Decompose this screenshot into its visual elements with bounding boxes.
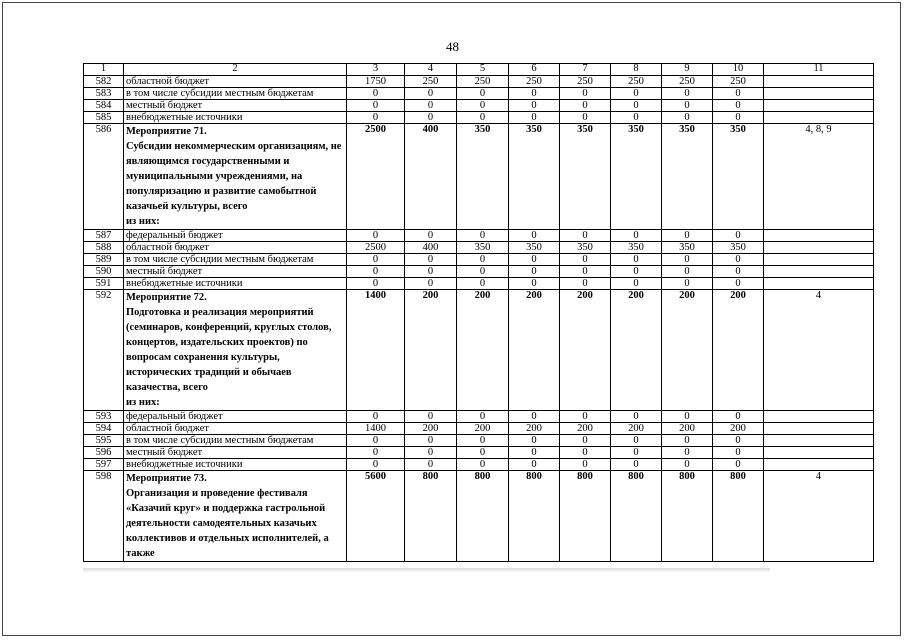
amount-cell: 0 [713, 112, 764, 124]
amount-cell: 400 [405, 242, 457, 254]
amount-cell: 0 [560, 100, 611, 112]
amount-cell: 0 [347, 100, 405, 112]
row-number: 597 [84, 459, 124, 471]
amount-cell: 0 [560, 278, 611, 290]
amount-cell: 0 [457, 112, 509, 124]
amount-cell: 0 [509, 266, 560, 278]
amount-cell: 0 [662, 230, 713, 242]
amount-cell: 0 [347, 459, 405, 471]
row-number: 585 [84, 112, 124, 124]
table-row [84, 423, 874, 435]
amount-cell: 0 [405, 459, 457, 471]
amount-cell: 800 [713, 471, 764, 562]
indicator-ref [764, 112, 874, 124]
amount-cell: 200 [560, 423, 611, 435]
row-name: Мероприятие 73. Организация и проведение фестиваля «Казачий круг» и поддержка гастрольной деятельности самодеятельных казачьих коллективов и отдельных исполнителей, а также [124, 471, 347, 562]
amount-cell: 0 [509, 459, 560, 471]
column-header: 10 [713, 64, 764, 76]
amount-cell: 0 [611, 88, 662, 100]
page-number: 48 [446, 39, 459, 54]
column-header: 3 [347, 64, 405, 76]
column-header: 8 [611, 64, 662, 76]
amount-cell: 0 [509, 435, 560, 447]
amount-cell: 0 [611, 254, 662, 266]
amount-cell: 0 [611, 266, 662, 278]
amount-cell: 0 [662, 278, 713, 290]
row-number: 583 [84, 88, 124, 100]
amount-cell: 0 [457, 88, 509, 100]
amount-cell: 200 [611, 423, 662, 435]
amount-cell: 350 [560, 124, 611, 230]
measure-row [84, 471, 874, 562]
amount-cell: 5600 [347, 471, 405, 562]
indicator-ref [764, 266, 874, 278]
amount-cell: 0 [509, 447, 560, 459]
amount-cell: 0 [509, 411, 560, 423]
amount-cell: 200 [457, 423, 509, 435]
amount-cell: 350 [457, 242, 509, 254]
amount-cell: 0 [347, 447, 405, 459]
amount-cell: 0 [560, 459, 611, 471]
table-row [84, 278, 874, 290]
amount-cell: 0 [457, 411, 509, 423]
amount-cell: 200 [405, 423, 457, 435]
indicator-ref [764, 278, 874, 290]
row-number: 588 [84, 242, 124, 254]
row-name: местный бюджет [124, 447, 347, 459]
amount-cell: 800 [457, 471, 509, 562]
row-name: областной бюджет [124, 423, 347, 435]
amount-cell: 350 [713, 124, 764, 230]
amount-cell: 0 [662, 100, 713, 112]
amount-cell: 400 [405, 124, 457, 230]
amount-cell: 800 [560, 471, 611, 562]
row-name: Мероприятие 72. Подготовка и реализация мероприятий (семинаров, конференций, круглых столов, концертов, издательских проектов) по вопросам сохранения культуры, исторических традиций и обычаев казачества, всего из них: [124, 290, 347, 411]
amount-cell: 350 [611, 124, 662, 230]
column-header: 11 [764, 64, 874, 76]
amount-cell: 0 [347, 435, 405, 447]
amount-cell: 0 [457, 230, 509, 242]
indicator-ref [764, 459, 874, 471]
amount-cell: 250 [662, 76, 713, 88]
amount-cell: 0 [509, 100, 560, 112]
amount-cell: 0 [405, 112, 457, 124]
row-number: 587 [84, 230, 124, 242]
indicator-ref: 4, 8, 9 [764, 124, 874, 230]
amount-cell: 0 [560, 254, 611, 266]
amount-cell: 0 [611, 278, 662, 290]
table-row [84, 100, 874, 112]
amount-cell: 0 [713, 411, 764, 423]
amount-cell: 0 [457, 447, 509, 459]
amount-cell: 0 [560, 411, 611, 423]
indicator-ref [764, 435, 874, 447]
row-number: 594 [84, 423, 124, 435]
amount-cell: 250 [611, 76, 662, 88]
amount-cell: 800 [662, 471, 713, 562]
amount-cell: 2500 [347, 242, 405, 254]
amount-cell: 200 [662, 423, 713, 435]
row-number: 598 [84, 471, 124, 562]
row-name: областной бюджет [124, 242, 347, 254]
amount-cell: 0 [662, 435, 713, 447]
table-row [84, 411, 874, 423]
amount-cell: 0 [457, 254, 509, 266]
column-header: 4 [405, 64, 457, 76]
table-row [84, 230, 874, 242]
row-name: областной бюджет [124, 76, 347, 88]
amount-cell: 0 [662, 254, 713, 266]
amount-cell: 0 [560, 88, 611, 100]
table-row [84, 459, 874, 471]
amount-cell: 0 [509, 88, 560, 100]
amount-cell: 0 [347, 411, 405, 423]
row-name: федеральный бюджет [124, 411, 347, 423]
row-number: 590 [84, 266, 124, 278]
amount-cell: 800 [611, 471, 662, 562]
amount-cell: 250 [457, 76, 509, 88]
measure-row [84, 124, 874, 230]
table-row [84, 112, 874, 124]
amount-cell: 0 [405, 447, 457, 459]
amount-cell: 0 [611, 459, 662, 471]
amount-cell: 0 [713, 459, 764, 471]
amount-cell: 0 [509, 112, 560, 124]
row-number: 591 [84, 278, 124, 290]
indicator-ref [764, 88, 874, 100]
row-number: 582 [84, 76, 124, 88]
row-number: 584 [84, 100, 124, 112]
amount-cell: 0 [713, 447, 764, 459]
amount-cell: 0 [713, 100, 764, 112]
amount-cell: 200 [405, 290, 457, 411]
row-name: федеральный бюджет [124, 230, 347, 242]
row-name: местный бюджет [124, 266, 347, 278]
row-name: внебюджетные источники [124, 112, 347, 124]
amount-cell: 350 [713, 242, 764, 254]
amount-cell: 350 [560, 242, 611, 254]
amount-cell: 0 [560, 230, 611, 242]
amount-cell: 0 [560, 435, 611, 447]
amount-cell: 0 [662, 459, 713, 471]
amount-cell: 350 [662, 242, 713, 254]
amount-cell: 0 [713, 266, 764, 278]
column-header: 6 [509, 64, 560, 76]
indicator-ref [764, 411, 874, 423]
amount-cell: 0 [347, 112, 405, 124]
amount-cell: 0 [611, 230, 662, 242]
amount-cell: 0 [405, 254, 457, 266]
amount-cell: 800 [405, 471, 457, 562]
indicator-ref [764, 254, 874, 266]
row-name: в том числе субсидии местным бюджетам [124, 88, 347, 100]
table-header-row [84, 64, 874, 76]
amount-cell: 250 [713, 76, 764, 88]
amount-cell: 0 [347, 254, 405, 266]
measure-row [84, 290, 874, 411]
row-number: 592 [84, 290, 124, 411]
amount-cell: 0 [560, 266, 611, 278]
amount-cell: 2500 [347, 124, 405, 230]
amount-cell: 200 [509, 290, 560, 411]
table-row [84, 254, 874, 266]
row-name: в том числе субсидии местным бюджетам [124, 254, 347, 266]
row-name: местный бюджет [124, 100, 347, 112]
amount-cell: 0 [713, 435, 764, 447]
amount-cell: 0 [405, 100, 457, 112]
amount-cell: 0 [611, 447, 662, 459]
amount-cell: 0 [405, 411, 457, 423]
amount-cell: 0 [457, 266, 509, 278]
amount-cell: 0 [713, 278, 764, 290]
amount-cell: 0 [662, 411, 713, 423]
table-row [84, 435, 874, 447]
amount-cell: 350 [509, 124, 560, 230]
indicator-ref [764, 447, 874, 459]
table-row [84, 266, 874, 278]
row-name: Мероприятие 71. Субсидии некоммерческим организациям, не являющимся государственными и муниципальными учреждениями, на популяризацию и развитие самобытной казачьей культуры, всего из них: [124, 124, 347, 230]
amount-cell: 250 [560, 76, 611, 88]
amount-cell: 200 [611, 290, 662, 411]
indicator-ref [764, 76, 874, 88]
amount-cell: 0 [405, 266, 457, 278]
row-name: в том числе субсидии местным бюджетам [124, 435, 347, 447]
amount-cell: 0 [347, 266, 405, 278]
amount-cell: 0 [405, 435, 457, 447]
amount-cell: 0 [457, 100, 509, 112]
amount-cell: 0 [509, 230, 560, 242]
table-row [84, 76, 874, 88]
indicator-ref [764, 100, 874, 112]
indicator-ref: 4 [764, 290, 874, 411]
amount-cell: 0 [560, 112, 611, 124]
amount-cell: 0 [509, 254, 560, 266]
amount-cell: 0 [405, 230, 457, 242]
table-row [84, 88, 874, 100]
amount-cell: 200 [713, 290, 764, 411]
row-number: 593 [84, 411, 124, 423]
amount-cell: 0 [662, 266, 713, 278]
page-cut-edge [83, 568, 770, 573]
amount-cell: 0 [347, 88, 405, 100]
amount-cell: 800 [509, 471, 560, 562]
indicator-ref: 4 [764, 471, 874, 562]
column-header: 1 [84, 64, 124, 76]
indicator-ref [764, 230, 874, 242]
budget-table [83, 63, 874, 562]
amount-cell: 0 [405, 278, 457, 290]
amount-cell: 0 [662, 112, 713, 124]
row-number: 596 [84, 447, 124, 459]
amount-cell: 0 [713, 230, 764, 242]
amount-cell: 350 [509, 242, 560, 254]
row-number: 586 [84, 124, 124, 230]
amount-cell: 0 [405, 88, 457, 100]
indicator-ref [764, 423, 874, 435]
table-row [84, 447, 874, 459]
amount-cell: 350 [662, 124, 713, 230]
amount-cell: 200 [509, 423, 560, 435]
amount-cell: 0 [560, 447, 611, 459]
amount-cell: 200 [560, 290, 611, 411]
amount-cell: 1400 [347, 423, 405, 435]
amount-cell: 0 [611, 411, 662, 423]
amount-cell: 200 [662, 290, 713, 411]
column-header: 9 [662, 64, 713, 76]
indicator-ref [764, 242, 874, 254]
amount-cell: 0 [457, 435, 509, 447]
amount-cell: 0 [457, 278, 509, 290]
row-number: 589 [84, 254, 124, 266]
column-header: 7 [560, 64, 611, 76]
amount-cell: 0 [662, 447, 713, 459]
amount-cell: 200 [713, 423, 764, 435]
column-header: 2 [124, 64, 347, 76]
amount-cell: 0 [509, 278, 560, 290]
amount-cell: 0 [611, 435, 662, 447]
amount-cell: 0 [713, 254, 764, 266]
column-header: 5 [457, 64, 509, 76]
amount-cell: 0 [611, 100, 662, 112]
amount-cell: 0 [457, 459, 509, 471]
amount-cell: 200 [457, 290, 509, 411]
amount-cell: 350 [611, 242, 662, 254]
amount-cell: 0 [662, 88, 713, 100]
amount-cell: 250 [405, 76, 457, 88]
row-name: внебюджетные источники [124, 459, 347, 471]
amount-cell: 350 [457, 124, 509, 230]
amount-cell: 1400 [347, 290, 405, 411]
amount-cell: 0 [347, 230, 405, 242]
amount-cell: 1750 [347, 76, 405, 88]
row-name: внебюджетные источники [124, 278, 347, 290]
table-row [84, 242, 874, 254]
row-number: 595 [84, 435, 124, 447]
amount-cell: 0 [713, 88, 764, 100]
amount-cell: 0 [347, 278, 405, 290]
amount-cell: 250 [509, 76, 560, 88]
amount-cell: 0 [611, 112, 662, 124]
